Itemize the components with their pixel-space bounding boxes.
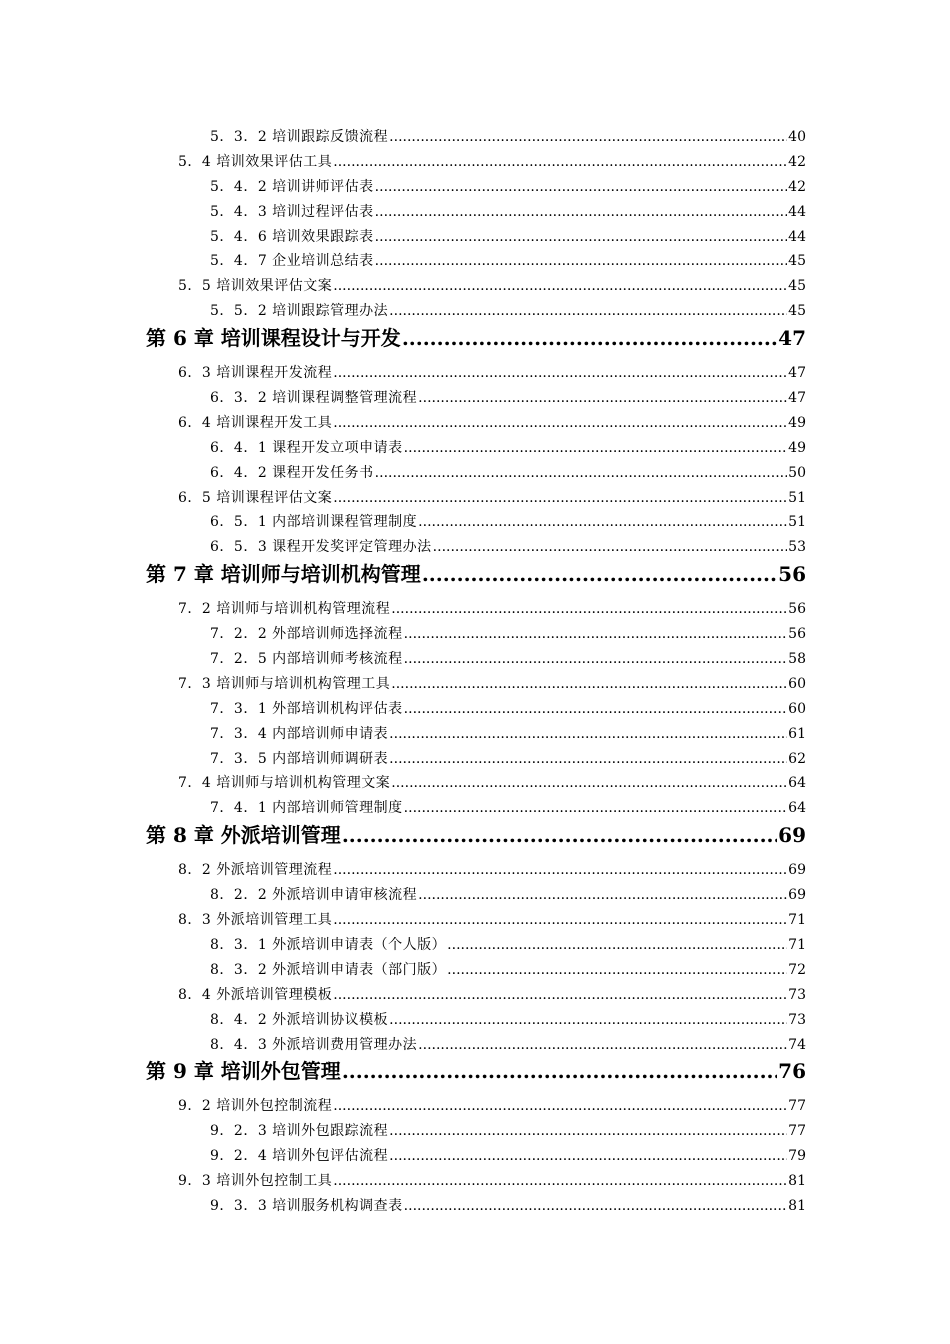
toc-page-number: 74 <box>788 1036 806 1053</box>
toc-page-number: 61 <box>788 725 806 742</box>
dot-leader <box>433 535 788 560</box>
dot-leader <box>375 200 788 225</box>
toc-entry-title: 5．5．2 培训跟踪管理办法 <box>210 303 389 320</box>
toc-entry-title: 5．4．6 培训效果跟踪表 <box>210 228 374 245</box>
toc-entry-title: 5．4．3 培训过程评估表 <box>210 203 374 220</box>
toc-entry[interactable] <box>146 858 806 883</box>
toc-entry-title: 6．5．1 内部培训课程管理制度 <box>210 514 418 531</box>
dot-leader <box>375 175 788 200</box>
toc-page-number: 42 <box>788 153 806 170</box>
dot-leader <box>418 386 787 411</box>
table-of-contents <box>146 125 806 1219</box>
toc-page-number: 71 <box>788 936 806 953</box>
toc-chapter-entry[interactable] <box>146 324 806 361</box>
toc-page-number: 69 <box>788 887 806 904</box>
toc-entry-title: 6．4 培训课程开发工具 <box>178 414 333 431</box>
toc-entry[interactable] <box>146 225 806 250</box>
toc-page-number: 51 <box>788 489 806 506</box>
toc-entry-title: 9．2 培训外包控制流程 <box>178 1098 333 1115</box>
toc-entry[interactable] <box>146 249 806 274</box>
dot-leader <box>333 411 787 436</box>
dot-leader <box>389 722 787 747</box>
dot-leader <box>389 1144 787 1169</box>
toc-entry-title: 第 6 章 培训课程设计与开发 <box>146 326 401 351</box>
toc-entry-title: 第 9 章 培训外包管理 <box>146 1059 341 1084</box>
toc-entry-title: 6．5．3 课程开发奖评定管理办法 <box>210 539 432 556</box>
dot-leader <box>333 858 787 883</box>
toc-page-number: 76 <box>778 1059 806 1084</box>
toc-entry-title: 6．3 培训课程开发流程 <box>178 365 333 382</box>
toc-entry[interactable] <box>146 1169 806 1194</box>
toc-entry-title: 7．4 培训师与培训机构管理文案 <box>178 775 391 792</box>
toc-entry-title: 7．2 培训师与培训机构管理流程 <box>178 601 391 618</box>
toc-entry[interactable] <box>146 461 806 486</box>
toc-page-number: 73 <box>788 1011 806 1028</box>
dot-leader <box>418 883 787 908</box>
toc-entry-title: 8．4．3 外派培训费用管理办法 <box>210 1036 418 1053</box>
toc-entry[interactable] <box>146 535 806 560</box>
dot-leader <box>333 1094 787 1119</box>
toc-entry[interactable] <box>146 908 806 933</box>
toc-page-number: 50 <box>788 464 806 481</box>
toc-page-number: 60 <box>788 675 806 692</box>
toc-entry-title: 7．3．4 内部培训师申请表 <box>210 725 389 742</box>
toc-entry-title: 7．2．5 内部培训师考核流程 <box>210 651 403 668</box>
dot-leader <box>389 125 787 150</box>
toc-page-number: 47 <box>778 326 806 351</box>
toc-entry-title: 5．4 培训效果评估工具 <box>178 153 333 170</box>
toc-entry-title: 7．4．1 内部培训师管理制度 <box>210 800 403 817</box>
toc-entry[interactable] <box>146 1033 806 1058</box>
dot-leader <box>404 622 788 647</box>
toc-entry-title: 9．3 培训外包控制工具 <box>178 1173 333 1190</box>
toc-entry[interactable] <box>146 274 806 299</box>
toc-entry[interactable] <box>146 622 806 647</box>
toc-entry-title: 9．3．3 培训服务机构调查表 <box>210 1197 403 1214</box>
toc-entry-title: 5．3．2 培训跟踪反馈流程 <box>210 129 389 145</box>
dot-leader <box>391 672 787 697</box>
dot-leader <box>375 225 788 250</box>
toc-entry[interactable] <box>146 361 806 386</box>
toc-page-number: 81 <box>788 1197 806 1214</box>
dot-leader <box>375 461 788 486</box>
toc-page-number: 81 <box>788 1173 806 1190</box>
toc-entry-title: 7．3．1 外部培训机构评估表 <box>210 700 403 717</box>
toc-page-number: 58 <box>788 651 806 668</box>
toc-page-number: 53 <box>788 539 806 556</box>
dot-leader <box>418 1033 787 1058</box>
dot-leader <box>375 249 788 274</box>
dot-leader <box>391 597 787 622</box>
dot-leader <box>391 771 787 796</box>
toc-page-number: 73 <box>788 986 806 1003</box>
toc-entry-title: 第 8 章 外派培训管理 <box>146 823 341 848</box>
toc-entry[interactable] <box>146 933 806 958</box>
toc-page-number: 56 <box>788 601 806 618</box>
toc-entry[interactable] <box>146 883 806 908</box>
toc-page-number: 72 <box>788 961 806 978</box>
toc-page-number: 49 <box>788 439 806 456</box>
toc-entry[interactable] <box>146 200 806 225</box>
dot-leader <box>333 486 787 511</box>
dot-leader <box>404 796 788 821</box>
toc-entry[interactable] <box>146 697 806 722</box>
toc-entry-title: 5．4．7 企业培训总结表 <box>210 253 374 270</box>
toc-entry[interactable] <box>146 386 806 411</box>
toc-entry-title: 第 7 章 培训师与培训机构管理 <box>146 562 421 587</box>
toc-entry[interactable] <box>146 411 806 436</box>
toc-page-number: 44 <box>788 203 806 220</box>
toc-entry[interactable] <box>146 597 806 622</box>
toc-page-number: 69 <box>788 862 806 879</box>
toc-entry-title: 8．3．2 外派培训申请表（部门版） <box>210 961 447 978</box>
toc-entry[interactable] <box>146 510 806 535</box>
toc-page-number: 45 <box>788 303 806 320</box>
dot-leader <box>342 1057 777 1085</box>
toc-chapter-entry[interactable] <box>146 1057 806 1094</box>
toc-page-number: 49 <box>788 414 806 431</box>
toc-entry[interactable] <box>146 486 806 511</box>
dot-leader <box>404 436 788 461</box>
toc-entry-title: 7．3．5 内部培训师调研表 <box>210 750 389 767</box>
toc-entry-title: 7．3 培训师与培训机构管理工具 <box>178 675 391 692</box>
toc-entry-title: 8．3．1 外派培训申请表（个人版） <box>210 936 447 953</box>
toc-chapter-entry[interactable] <box>146 821 806 858</box>
toc-page-number: 51 <box>788 514 806 531</box>
toc-entry[interactable] <box>146 1119 806 1144</box>
toc-entry[interactable] <box>146 1094 806 1119</box>
dot-leader <box>404 697 788 722</box>
toc-page-number: 64 <box>788 775 806 792</box>
toc-page-number: 62 <box>788 750 806 767</box>
dot-leader <box>342 821 777 849</box>
dot-leader <box>389 1119 787 1144</box>
toc-entry[interactable] <box>146 958 806 983</box>
toc-page-number: 42 <box>788 178 806 195</box>
toc-entry-title: 8．3 外派培训管理工具 <box>178 912 333 929</box>
toc-entry-title: 6．5 培训课程评估文案 <box>178 489 333 506</box>
dot-leader <box>422 560 777 588</box>
toc-entry[interactable] <box>146 722 806 747</box>
dot-leader <box>333 150 787 175</box>
dot-leader <box>418 510 787 535</box>
toc-entry[interactable] <box>146 672 806 697</box>
dot-leader <box>333 274 787 299</box>
toc-entry-title: 5．5 培训效果评估文案 <box>178 278 333 295</box>
dot-leader <box>333 1169 787 1194</box>
dot-leader <box>333 361 787 386</box>
toc-page-number: 60 <box>788 700 806 717</box>
toc-entry[interactable] <box>146 1008 806 1033</box>
toc-entry-title: 6．4．2 课程开发任务书 <box>210 464 374 481</box>
toc-entry[interactable] <box>146 436 806 461</box>
dot-leader <box>402 324 777 352</box>
toc-page-number: 79 <box>788 1148 806 1165</box>
toc-entry[interactable] <box>146 299 806 324</box>
toc-chapter-entry[interactable] <box>146 560 806 597</box>
toc-entry[interactable] <box>146 983 806 1008</box>
toc-entry-title: 8．4 外派培训管理模板 <box>178 986 333 1003</box>
toc-page-number: 56 <box>788 626 806 643</box>
toc-page-number: 71 <box>788 912 806 929</box>
dot-leader <box>447 958 787 983</box>
toc-entry-title: 6．4．1 课程开发立项申请表 <box>210 439 403 456</box>
toc-entry-title: 8．4．2 外派培训协议模板 <box>210 1011 389 1028</box>
toc-page-number: 47 <box>788 390 806 407</box>
toc-page-number: 77 <box>788 1098 806 1115</box>
dot-leader <box>389 747 787 772</box>
dot-leader <box>404 647 788 672</box>
toc-page-number: 45 <box>788 278 806 295</box>
toc-entry[interactable] <box>146 150 806 175</box>
toc-entry-title: 9．2．3 培训外包跟踪流程 <box>210 1123 389 1140</box>
toc-entry-title: 8．2．2 外派培训申请审核流程 <box>210 887 418 904</box>
toc-entry[interactable] <box>146 796 806 821</box>
toc-entry-title: 5．4．2 培训讲师评估表 <box>210 178 374 195</box>
toc-page-number: 45 <box>788 253 806 270</box>
dot-leader <box>333 983 787 1008</box>
toc-entry-title: 8．2 外派培训管理流程 <box>178 862 333 879</box>
toc-entry[interactable] <box>146 125 806 150</box>
dot-leader <box>447 933 787 958</box>
toc-page-number: 44 <box>788 228 806 245</box>
toc-entry[interactable] <box>146 1194 806 1219</box>
toc-page-number: 47 <box>788 365 806 382</box>
toc-page-number: 56 <box>778 562 806 587</box>
toc-page-number: 77 <box>788 1123 806 1140</box>
dot-leader <box>333 908 787 933</box>
toc-page-number: 69 <box>778 823 806 848</box>
toc-entry[interactable] <box>146 771 806 796</box>
toc-entry-title: 9．2．4 培训外包评估流程 <box>210 1148 389 1165</box>
toc-page-number: 64 <box>788 800 806 817</box>
dot-leader <box>389 299 787 324</box>
toc-entry[interactable] <box>146 175 806 200</box>
toc-entry[interactable] <box>146 1144 806 1169</box>
toc-entry-title: 7．2．2 外部培训师选择流程 <box>210 626 403 643</box>
toc-entry-title: 6．3．2 培训课程调整管理流程 <box>210 390 418 407</box>
dot-leader <box>389 1008 787 1033</box>
toc-page-number: 40 <box>788 129 806 145</box>
toc-entry[interactable] <box>146 647 806 672</box>
toc-entry[interactable] <box>146 747 806 772</box>
dot-leader <box>404 1194 788 1219</box>
